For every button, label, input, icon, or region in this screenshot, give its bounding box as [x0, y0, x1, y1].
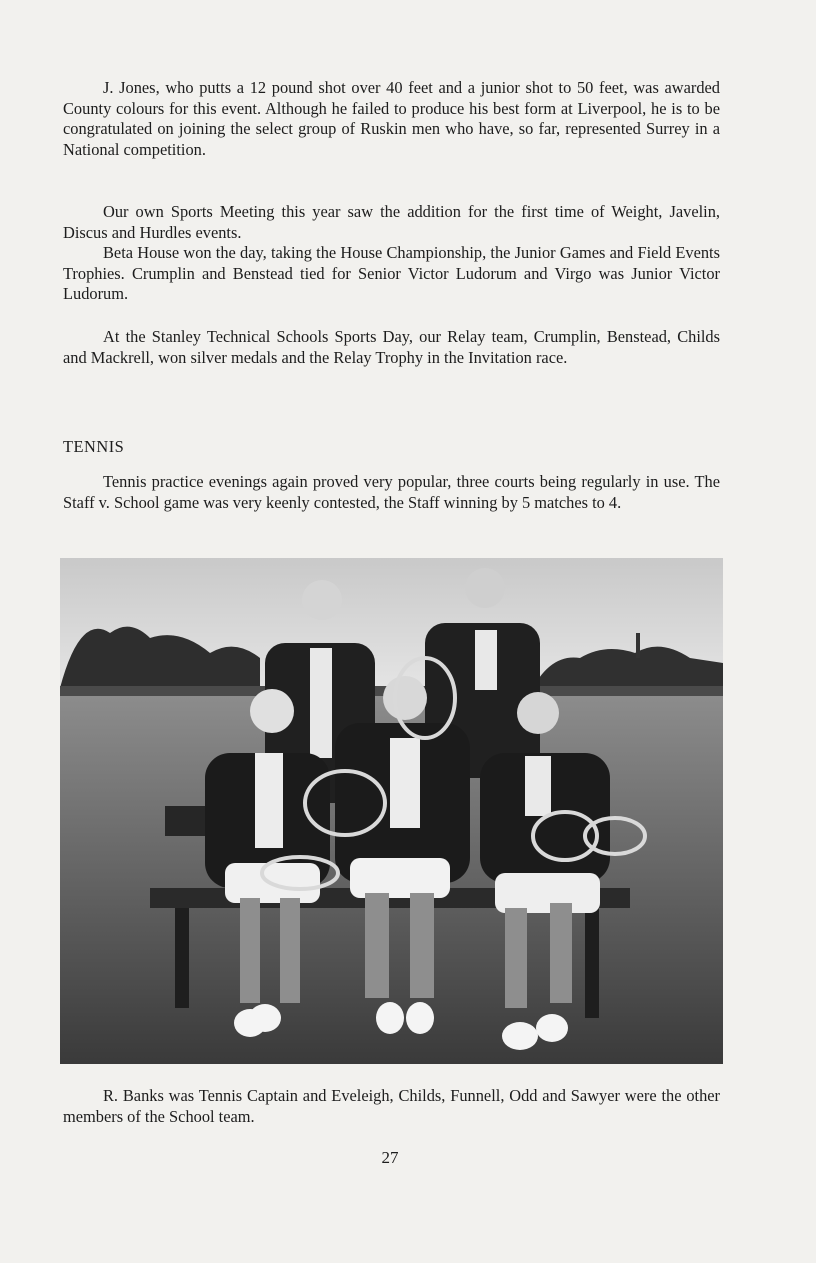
- tennis-team-photo: [60, 558, 723, 1064]
- paragraph-sports-meeting: [63, 202, 720, 305]
- photo-illustration: [60, 558, 723, 1064]
- paragraph-text: Beta House won the day, taking the House Championship, the Junior Games and Field Events Trophies. Crumplin and Benstead tied for Senior Victor Ludorum and Virgo was Junior Victor Ludorum.: [63, 243, 720, 303]
- caption-text: R. Banks was Tennis Captain and Eveleigh, Childs, Funnell, Odd and Sawyer were the other members of the School team.: [63, 1086, 720, 1126]
- paragraph-shot-put: [63, 78, 720, 160]
- page-number: 27: [381, 1148, 399, 1167]
- section-heading-tennis: TENNIS: [63, 437, 125, 456]
- paragraph-relay: [63, 327, 720, 368]
- paragraph-text: At the Stanley Technical Schools Sports Day, our Relay team, Crumplin, Benstead, Childs and Mackrell, won silver medals and the Relay Trophy in the Invitation race.: [63, 327, 720, 367]
- paragraph-text: Our own Sports Meeting this year saw the addition for the first time of Weight, Javelin, Discus and Hurdles events.: [63, 202, 720, 242]
- paragraph-text: Tennis practice evenings again proved very popular, three courts being regularly in use. The Staff v. School game was very keenly contested, the Staff winning by 5 matches to 4.: [63, 472, 720, 512]
- paragraph-tennis: [63, 472, 720, 513]
- paragraph-text: J. Jones, who putts a 12 pound shot over 40 feet and a junior shot to 50 feet, was awarded County colours for this event. Although he failed to produce his best form at Liverpool, he is to be congratulated on joining the select group of Ruskin men who have, so far, represented Surrey in a National competition.: [63, 78, 720, 159]
- photo-caption: [63, 1086, 720, 1127]
